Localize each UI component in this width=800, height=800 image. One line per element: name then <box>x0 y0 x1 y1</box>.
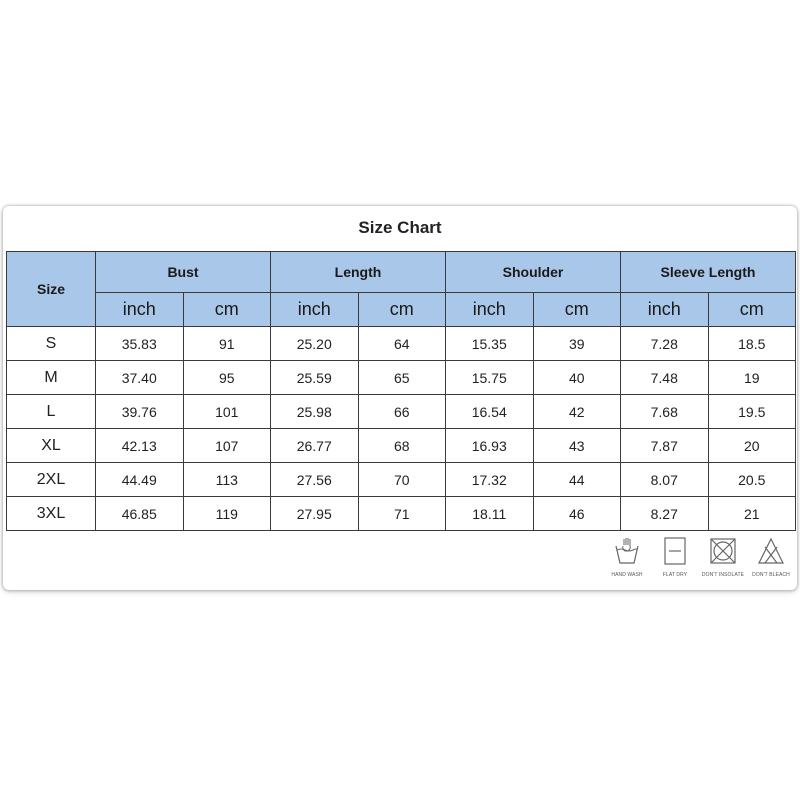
table-cell: 44 <box>533 463 621 497</box>
table-cell: 20.5 <box>708 463 796 497</box>
size-cell: 3XL <box>7 497 96 531</box>
table-cell: 70 <box>358 463 446 497</box>
table-cell: 26.77 <box>271 429 359 463</box>
table-cell: 21 <box>708 497 796 531</box>
table-row <box>7 327 796 361</box>
table-cell: 46.85 <box>96 497 184 531</box>
table-cell: 18.5 <box>708 327 796 361</box>
table-cell: 66 <box>358 395 446 429</box>
unit-header-inch: inch <box>621 293 709 327</box>
table-cell: 43 <box>533 429 621 463</box>
table-cell: 44.49 <box>96 463 184 497</box>
sleeve-length-group-header: Sleeve Length <box>621 252 796 293</box>
bust-group-header: Bust <box>96 252 271 293</box>
size-cell: L <box>7 395 96 429</box>
size-column-header: Size <box>7 252 96 327</box>
table-cell: 8.07 <box>621 463 709 497</box>
unit-header-cm: cm <box>183 293 271 327</box>
size-cell: 2XL <box>7 463 96 497</box>
size-cell: S <box>7 327 96 361</box>
table-cell: 71 <box>358 497 446 531</box>
table-cell: 7.87 <box>621 429 709 463</box>
table-cell: 107 <box>183 429 271 463</box>
table-cell: 19 <box>708 361 796 395</box>
table-row <box>7 497 796 531</box>
table-cell: 64 <box>358 327 446 361</box>
size-cell: XL <box>7 429 96 463</box>
chart-title: Size Chart <box>358 218 442 237</box>
table-cell: 7.48 <box>621 361 709 395</box>
table-row <box>7 395 796 429</box>
table-cell: 27.95 <box>271 497 359 531</box>
table-cell: 91 <box>183 327 271 361</box>
table-cell: 101 <box>183 395 271 429</box>
table-cell: 25.59 <box>271 361 359 395</box>
table-cell: 19.5 <box>708 395 796 429</box>
dont-bleach-icon <box>757 537 785 565</box>
table-row <box>7 429 796 463</box>
table-cell: 15.75 <box>446 361 534 395</box>
care-label: DON'T BLEACH <box>752 572 790 578</box>
table-cell: 37.40 <box>96 361 184 395</box>
table-cell: 95 <box>183 361 271 395</box>
hand-wash-icon <box>612 537 642 565</box>
table-cell: 16.54 <box>446 395 534 429</box>
size-table <box>6 251 796 531</box>
table-cell: 8.27 <box>621 497 709 531</box>
unit-header-cm: cm <box>708 293 796 327</box>
table-unit-row <box>7 293 796 327</box>
care-label: DON'T INSOLATE <box>701 572 745 578</box>
table-cell: 119 <box>183 497 271 531</box>
table-cell: 46 <box>533 497 621 531</box>
table-cell: 42 <box>533 395 621 429</box>
table-cell: 15.35 <box>446 327 534 361</box>
unit-header-inch: inch <box>96 293 184 327</box>
table-header-row <box>7 252 796 293</box>
unit-header-inch: inch <box>271 293 359 327</box>
care-dont-bleach <box>747 537 795 578</box>
table-cell: 42.13 <box>96 429 184 463</box>
length-group-header: Length <box>271 252 446 293</box>
care-label: HAND WASH <box>611 572 643 578</box>
unit-header-cm: cm <box>533 293 621 327</box>
care-flat-dry <box>651 537 699 578</box>
unit-header-cm: cm <box>358 293 446 327</box>
flat-dry-icon <box>663 537 687 565</box>
care-label: FLAT DRY <box>662 572 688 578</box>
shoulder-group-header: Shoulder <box>446 252 621 293</box>
table-cell: 40 <box>533 361 621 395</box>
table-cell: 39 <box>533 327 621 361</box>
care-hand-wash <box>603 537 651 578</box>
dont-insolate-icon <box>709 537 737 565</box>
table-cell: 18.11 <box>446 497 534 531</box>
table-row <box>7 463 796 497</box>
table-cell: 25.20 <box>271 327 359 361</box>
table-cell: 17.32 <box>446 463 534 497</box>
table-cell: 68 <box>358 429 446 463</box>
table-cell: 7.68 <box>621 395 709 429</box>
table-cell: 65 <box>358 361 446 395</box>
table-cell: 25.98 <box>271 395 359 429</box>
size-chart-card <box>3 206 797 590</box>
table-cell: 35.83 <box>96 327 184 361</box>
table-cell: 27.56 <box>271 463 359 497</box>
table-body <box>7 327 796 531</box>
table-cell: 7.28 <box>621 327 709 361</box>
table-cell: 39.76 <box>96 395 184 429</box>
unit-header-inch: inch <box>446 293 534 327</box>
care-dont-insolate <box>699 537 747 578</box>
table-cell: 113 <box>183 463 271 497</box>
table-cell: 16.93 <box>446 429 534 463</box>
table-row <box>7 361 796 395</box>
table-cell: 20 <box>708 429 796 463</box>
size-cell: M <box>7 361 96 395</box>
